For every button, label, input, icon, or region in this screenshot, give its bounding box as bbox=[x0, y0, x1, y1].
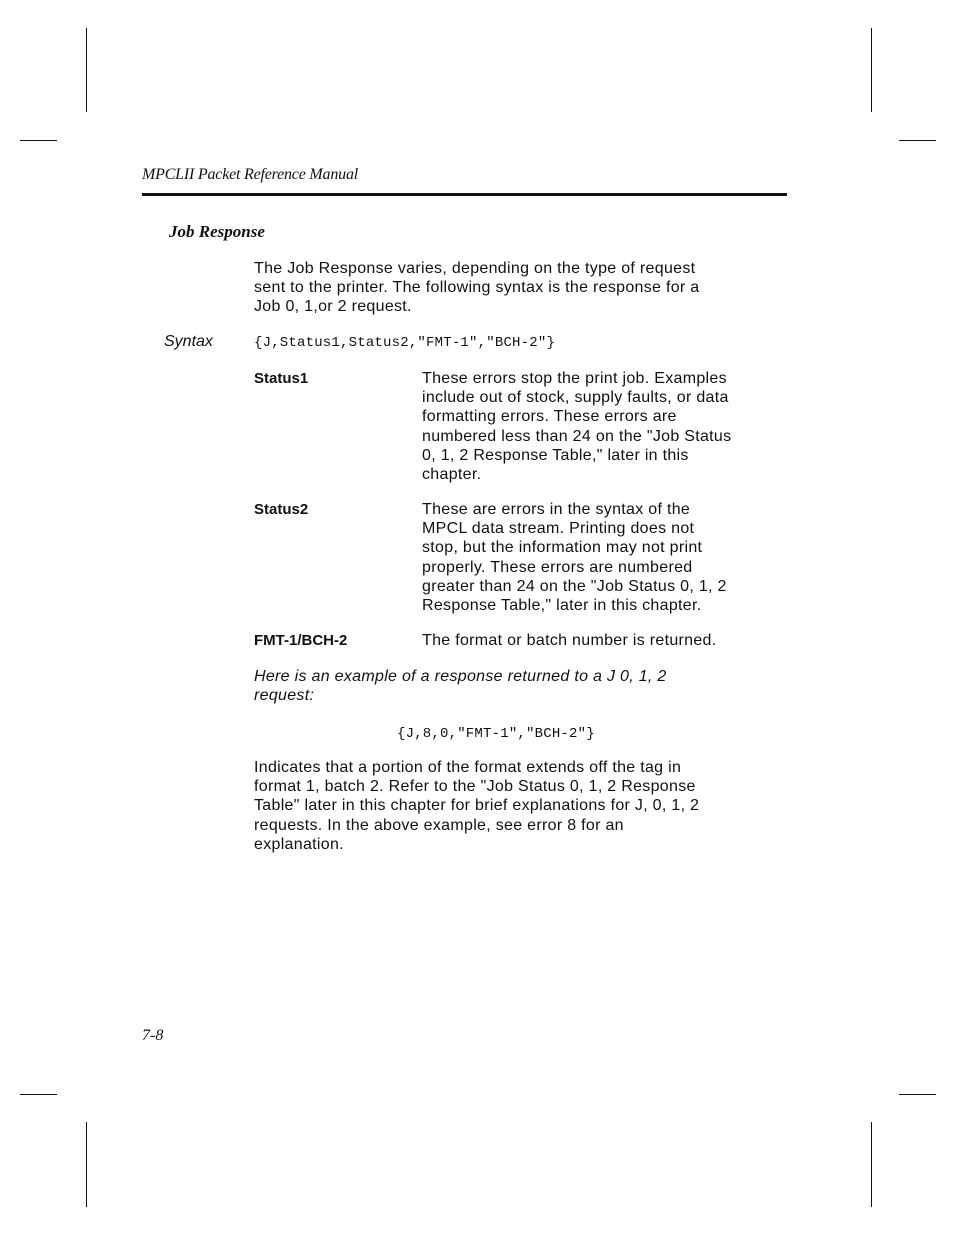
definition-term-fmt-bch: FMT-1/BCH-2 bbox=[254, 632, 348, 649]
syntax-label: Syntax bbox=[164, 333, 213, 350]
definition-term-status1: Status1 bbox=[254, 370, 309, 387]
crop-mark-bottom-right-vertical bbox=[871, 1122, 872, 1207]
section-heading: Job Response bbox=[169, 222, 265, 241]
definition-text-status1: These errors stop the print job. Examples include out of stock, supply faults, or data formatting errors. These errors are numbered less than 24 on the "Job Status 0, 1, 2 Response Table," later in this chapter. bbox=[422, 370, 732, 484]
example-code: {J,8,0,"FMT-1","BCH-2"} bbox=[397, 726, 595, 742]
crop-mark-bottom-left-vertical bbox=[86, 1122, 87, 1207]
definition-text-fmt-bch: The format or batch number is returned. bbox=[422, 632, 717, 649]
syntax-code: {J,Status1,Status2,"FMT-1","BCH-2"} bbox=[254, 335, 556, 351]
crop-mark-top-left-vertical bbox=[86, 28, 87, 112]
example-explanation: Indicates that a portion of the format extends off the tag in format 1, batch 2. Refer to the "Job Status 0, 1, 2 Response Table" later in this chapter for brief explanations for J, 0, 1, 2 requests. In the above example, see error 8 for an explanation. bbox=[254, 759, 700, 853]
header-rule bbox=[142, 193, 787, 196]
crop-mark-top-left-horizontal bbox=[20, 140, 57, 141]
definition-term-status2: Status2 bbox=[254, 501, 309, 518]
crop-mark-top-right-vertical bbox=[871, 28, 872, 112]
crop-mark-bottom-right-horizontal bbox=[899, 1094, 936, 1095]
intro-paragraph: The Job Response varies, depending on the type of request sent to the printer. The following syntax is the response for a Job 0, 1,or 2 request. bbox=[254, 260, 700, 316]
example-intro: Here is an example of a response returned to a J 0, 1, 2 request: bbox=[254, 668, 667, 705]
definition-text-status2: These are errors in the syntax of the MPCL data stream. Printing does not stop, but the information may not print properly. These errors are numbered greater than 24 on the "Job Status 0, 1, 2 Response Table," later in this chapter. bbox=[422, 501, 727, 615]
crop-mark-top-right-horizontal bbox=[899, 140, 936, 141]
crop-mark-bottom-left-horizontal bbox=[20, 1094, 57, 1095]
page-number: 7-8 bbox=[142, 1027, 164, 1044]
running-header-title: MPCLII Packet Reference Manual bbox=[142, 166, 358, 183]
